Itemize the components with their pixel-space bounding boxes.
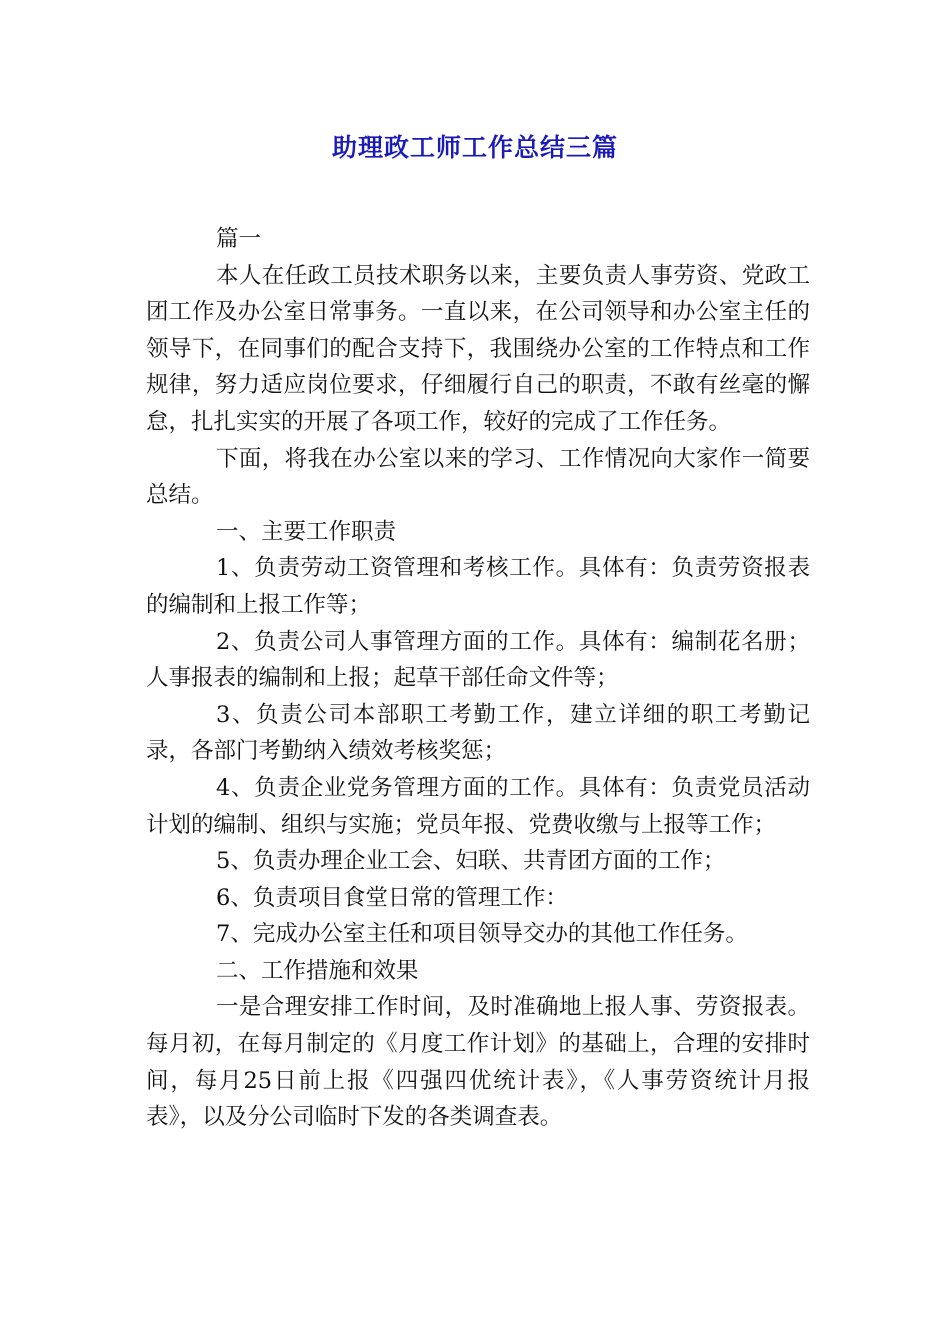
list-item-duty-3: 3、负责公司本部职工考勤工作，建立详细的职工考勤记录，各部门考勤纳入绩效考核奖惩； xyxy=(146,701,810,765)
paragraph-summary-lead: 下面，将我在办公室以来的学习、工作情况向大家作一简要总结。 xyxy=(146,445,810,509)
paragraph-measure-1: 一是合理安排工作时间，及时准确地上报人事、劳资报表。每月初，在每月制定的《月度工作计划》的基础上，合理的安排时间，每月25日前上报《四强四优统计表》，《人事劳资统计月报表》，以及分公司临时下发的各类调查表。 xyxy=(146,994,810,1131)
list-item-duty-7: 7、完成办公室主任和项目领导交办的其他工作任务。 xyxy=(216,921,748,948)
section-heading-part-one: 篇一 xyxy=(216,226,262,252)
list-item-duty-4: 4、负责企业党务管理方面的工作。具体有：负责党员活动计划的编制、组织与实施；党员年报、党费收缴与上报等工作； xyxy=(146,774,810,838)
list-item-duty-1: 1、负责劳动工资管理和考核工作。具体有：负责劳资报表的编制和上报工作等； xyxy=(146,555,810,618)
list-item-duty-6: 6、负责项目食堂日常的管理工作： xyxy=(216,884,568,911)
paragraph-intro: 本人在任政工员技术职务以来，主要负责人事劳资、党政工团工作及办公室日常事务。一直以来，在公司领导和办公室主任的领导下，在同事们的配合支持下，我围绕办公室的工作特点和工作规律，努力适应岗位要求，仔细履行自己的职责，不敢有丝毫的懈怠，扎扎实实的开展了各项工作，较好的完成了工作任务。 xyxy=(146,262,810,435)
section-heading-main-duties: 一、主要工作职责 xyxy=(216,518,397,545)
document-title: 助理政工师工作总结三篇 xyxy=(331,133,618,162)
list-item-duty-5: 5、负责办理企业工会、妇联、共青团方面的工作； xyxy=(216,848,726,875)
list-item-duty-2: 2、负责公司人事管理方面的工作。具体有：编制花名册；人事报表的编制和上报；起草干部任命文件等； xyxy=(146,628,810,692)
section-heading-measures: 二、工作措施和效果 xyxy=(216,957,419,984)
document-body xyxy=(146,221,810,1136)
